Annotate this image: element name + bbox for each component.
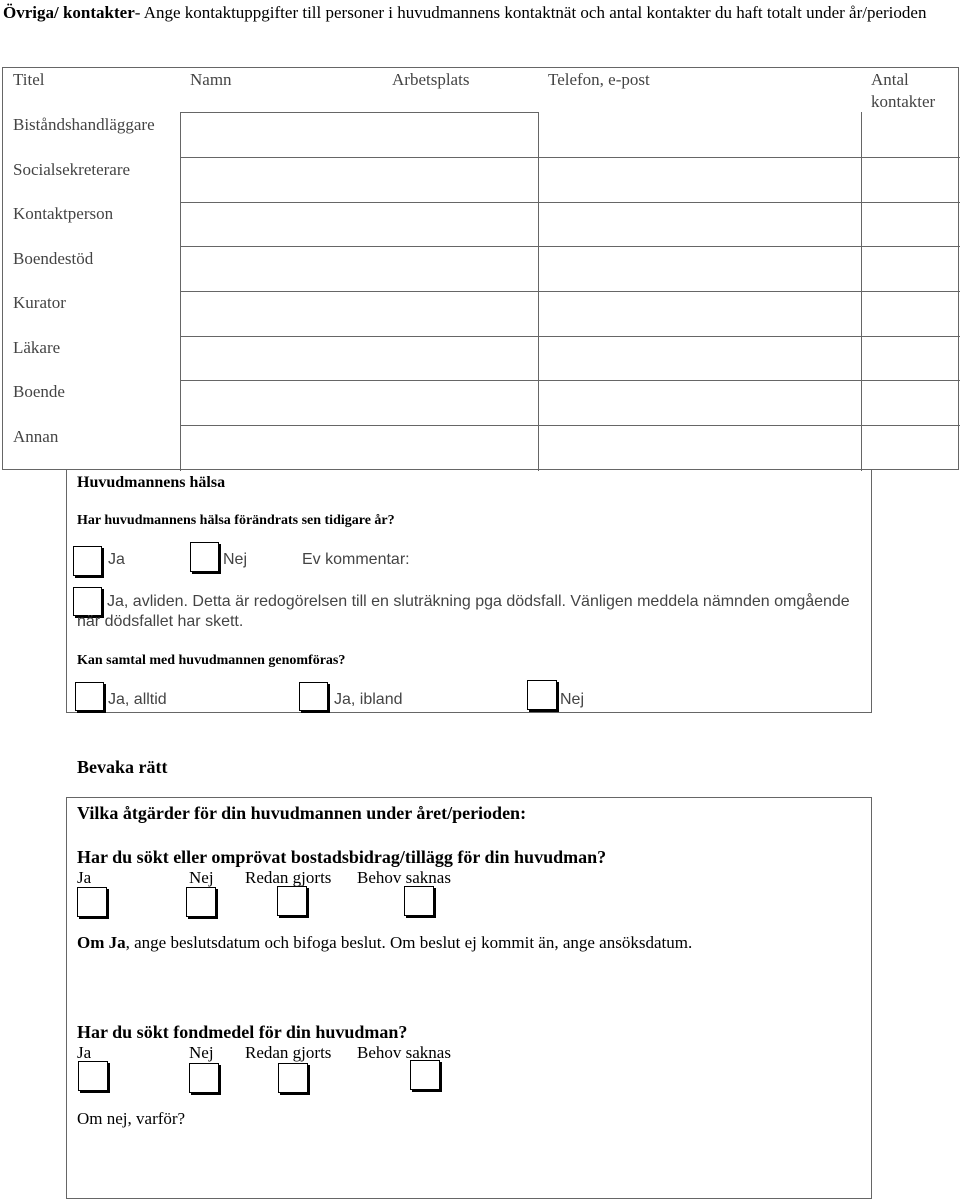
- checkbox-alltid[interactable]: [75, 682, 104, 711]
- om-nej-label: Om nej, varför?: [77, 1109, 186, 1128]
- checkbox-nej[interactable]: [190, 542, 219, 572]
- housing-checkbox-behov[interactable]: [404, 886, 434, 916]
- conversation-question: Kan samtal med huvudmannen genomföras?: [77, 653, 346, 668]
- section-title: Övriga/ kontakter: [3, 3, 135, 22]
- checkbox-ibland[interactable]: [299, 682, 328, 711]
- fund-checkbox-ja[interactable]: [78, 1061, 108, 1091]
- fund-option-behov: Behov saknas: [357, 1043, 451, 1062]
- health-question: Har huvudmannens hälsa förändrats sen tidigare år?: [77, 513, 395, 528]
- row-divider: [180, 246, 960, 247]
- row-label: Boende: [13, 382, 65, 401]
- row-label: Läkare: [13, 338, 61, 357]
- column-header-titel: Titel: [13, 70, 45, 89]
- housing-option-nej: Nej: [189, 868, 214, 887]
- column-header-antal: Antal kontakter: [871, 70, 936, 111]
- row-label: Socialsekreterare: [13, 160, 131, 179]
- row-divider: [180, 336, 960, 337]
- bevaka-box-title: Vilka åtgärder för din huvudmannen under året/perioden:: [77, 803, 527, 823]
- section-header: [3, 2, 955, 24]
- section-description: - Ange kontaktuppgifter till personer i huvudmannens kontaktnät och antal kontakter du haft totalt under år/perioden: [134, 3, 927, 22]
- fund-option-nej: Nej: [189, 1043, 214, 1062]
- housing-option-ja: Ja: [77, 868, 92, 887]
- housing-option-behov: Behov saknas: [357, 868, 451, 887]
- label-ibland: Ja, ibland: [334, 691, 403, 708]
- row-label: Kurator: [13, 293, 66, 312]
- housing-question: Har du sökt eller omprövat bostadsbidrag/tillägg för din huvudman?: [77, 847, 607, 867]
- row-divider: [180, 425, 960, 426]
- checkbox-ja[interactable]: [73, 546, 102, 576]
- label-nej: Nej: [223, 551, 248, 568]
- fund-option-ja: Ja: [77, 1043, 92, 1062]
- health-title: Huvudmannens hälsa: [77, 474, 226, 491]
- label-ja: Ja: [108, 551, 125, 568]
- om-ja-note: [77, 933, 692, 953]
- housing-checkbox-nej[interactable]: [186, 887, 216, 917]
- row-divider: [180, 112, 538, 113]
- om-ja-rest: , ange beslutsdatum och bifoga beslut. Om beslut ej kommit än, ange ansöksdatum.: [125, 933, 693, 952]
- bevaka-title: Bevaka rätt: [77, 757, 168, 777]
- label-alltid: Ja, alltid: [108, 691, 167, 708]
- fund-checkbox-behov[interactable]: [410, 1060, 440, 1090]
- row-divider: [180, 380, 960, 381]
- row-label: Annan: [13, 427, 59, 446]
- housing-checkbox-redan[interactable]: [277, 886, 307, 916]
- checkbox-nej2[interactable]: [527, 680, 557, 710]
- row-divider: [180, 291, 960, 292]
- deceased-text: Ja, avliden. Detta är redogörelsen till en sluträkning pga dödsfall. Vänligen meddela nämnden omgående när dödsfallet har skett.: [77, 593, 850, 630]
- fund-checkbox-nej[interactable]: [189, 1063, 219, 1093]
- fund-checkbox-redan[interactable]: [278, 1063, 308, 1093]
- om-ja-bold: Om Ja: [77, 933, 126, 952]
- column-header-telefon: Telefon, e-post: [548, 70, 650, 89]
- row-label: Boendestöd: [13, 249, 94, 268]
- column-header-arbetsplats: Arbetsplats: [392, 70, 470, 89]
- row-label: Kontaktperson: [13, 204, 114, 223]
- contacts-table: [2, 67, 959, 470]
- housing-checkbox-ja[interactable]: [77, 887, 107, 917]
- fund-question: Har du sökt fondmedel för din huvudman?: [77, 1022, 408, 1042]
- label-nej2: Nej: [560, 691, 585, 708]
- label-comment: Ev kommentar:: [302, 551, 410, 568]
- housing-option-redan: Redan gjorts: [245, 868, 332, 887]
- row-divider: [180, 202, 960, 203]
- row-label: Biståndshandläggare: [13, 115, 155, 134]
- fund-option-redan: Redan gjorts: [245, 1043, 332, 1062]
- column-header-namn: Namn: [190, 70, 232, 89]
- row-divider: [180, 157, 960, 158]
